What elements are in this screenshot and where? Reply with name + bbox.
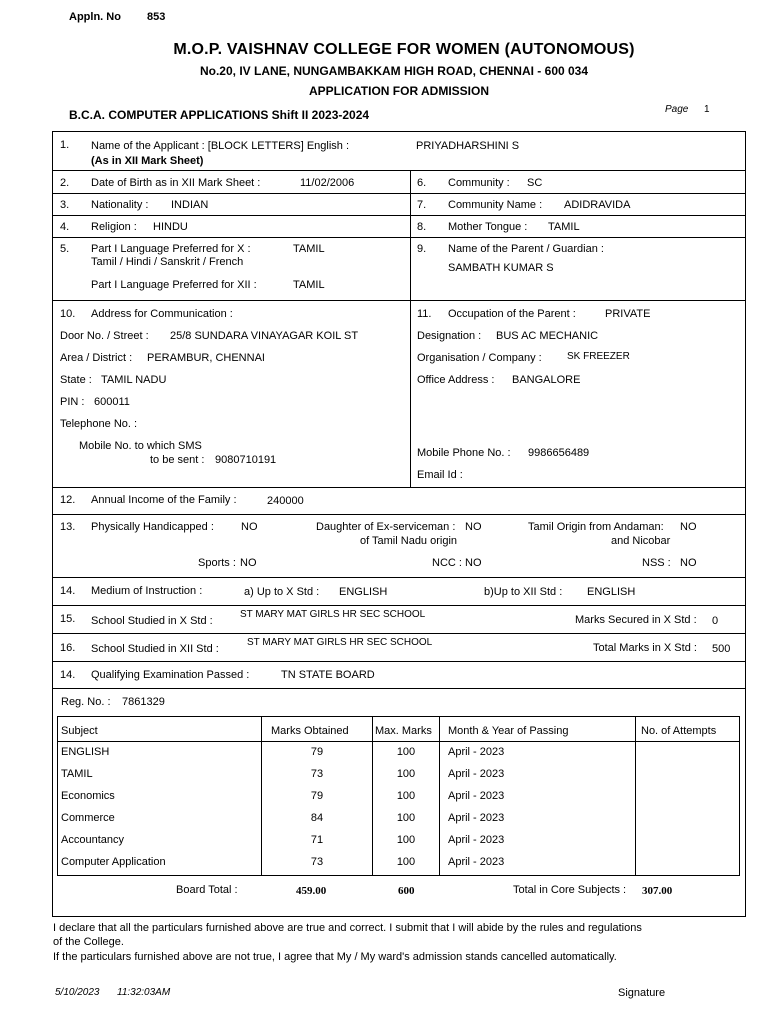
row-month-year: April - 2023 bbox=[448, 834, 505, 846]
declaration-line-1: I declare that all the particulars furnished above are true and correct. I submit that I will abide by the rules and regulations bbox=[53, 922, 642, 934]
row-marks-obtained: 73 bbox=[310, 856, 324, 868]
item-number: 12. bbox=[60, 494, 76, 506]
sports-label: Sports : bbox=[198, 557, 236, 569]
row-subject: Computer Application bbox=[61, 856, 166, 868]
andaman-value: NO bbox=[680, 521, 697, 533]
pin-label: PIN : bbox=[60, 396, 85, 408]
pin-value: 600011 bbox=[94, 396, 130, 408]
area-value: PERAMBUR, CHENNAI bbox=[147, 352, 265, 364]
parent-value: SAMBATH KUMAR S bbox=[448, 262, 554, 274]
core-total-value: 307.00 bbox=[642, 885, 673, 897]
door-value: 25/8 SUNDARA VINAYAGAR KOIL ST bbox=[170, 330, 359, 342]
religion-label: Religion : bbox=[91, 221, 137, 233]
lang-options: Tamil / Hindi / Sanskrit / French bbox=[91, 256, 244, 268]
dob-label: Date of Birth as in XII Mark Sheet : bbox=[91, 177, 261, 189]
row-month-year: April - 2023 bbox=[448, 790, 505, 802]
row-month-year: April - 2023 bbox=[448, 856, 505, 868]
school-xii-label: School Studied in XII Std : bbox=[91, 643, 219, 655]
header-month-year: Month & Year of Passing bbox=[448, 725, 569, 737]
item-number: 16. bbox=[60, 642, 76, 654]
college-name: M.O.P. VAISHNAV COLLEGE FOR WOMEN (AUTONOMOUS) bbox=[173, 41, 635, 58]
footer-date: 5/10/2023 bbox=[55, 987, 100, 998]
reg-value: 7861329 bbox=[122, 696, 165, 708]
row-marks-obtained: 84 bbox=[310, 812, 324, 824]
door-label: Door No. / Street : bbox=[60, 330, 149, 342]
org-value: SK FREEZER bbox=[567, 351, 630, 362]
page-label: Page bbox=[665, 104, 689, 115]
row-subject: Economics bbox=[61, 790, 115, 802]
row-month-year: April - 2023 bbox=[448, 812, 505, 824]
lang-xii-value: TAMIL bbox=[293, 279, 325, 291]
header-subject: Subject bbox=[61, 725, 98, 737]
school-xii-value: ST MARY MAT GIRLS HR SEC SCHOOL bbox=[247, 637, 433, 648]
marks-x-value: 0 bbox=[712, 615, 719, 627]
nss-value: NO bbox=[680, 557, 697, 569]
ph-value: NO bbox=[241, 521, 258, 533]
mother-tongue-label: Mother Tongue : bbox=[448, 221, 528, 233]
college-address: No.20, IV LANE, NUNGAMBAKKAM HIGH ROAD, CHENNAI - 600 034 bbox=[199, 64, 589, 78]
ex-serviceman-label: Daughter of Ex-serviceman : bbox=[316, 521, 456, 533]
medium-x-label: a) Up to X Std : bbox=[244, 586, 320, 598]
row-subject: Commerce bbox=[61, 812, 115, 824]
row-subject: TAMIL bbox=[61, 768, 93, 780]
row-subject: ENGLISH bbox=[61, 746, 110, 758]
ex-serviceman-label-2: of Tamil Nadu origin bbox=[360, 535, 458, 547]
total-x-value: 500 bbox=[712, 643, 731, 655]
sms-label-2: to be sent : bbox=[150, 454, 205, 466]
medium-label: Medium of Instruction : bbox=[91, 585, 203, 597]
qualifying-value: TN STATE BOARD bbox=[281, 669, 375, 681]
school-x-value: ST MARY MAT GIRLS HR SEC SCHOOL bbox=[240, 609, 426, 620]
andaman-label-2: and Nicobar bbox=[611, 535, 671, 547]
row-max-marks: 100 bbox=[396, 834, 416, 846]
header-marks-obtained: Marks Obtained bbox=[271, 725, 349, 737]
designation-value: BUS AC MECHANIC bbox=[496, 330, 599, 342]
community-name-value: ADIDRAVIDA bbox=[564, 199, 631, 211]
row-month-year: April - 2023 bbox=[448, 768, 505, 780]
board-max-value: 600 bbox=[398, 885, 415, 897]
medium-xii-value: ENGLISH bbox=[587, 586, 636, 598]
row-max-marks: 100 bbox=[396, 812, 416, 824]
marks-x-label: Marks Secured in X Std : bbox=[575, 614, 697, 626]
income-label: Annual Income of the Family : bbox=[91, 494, 237, 506]
row-marks-obtained: 71 bbox=[310, 834, 324, 846]
telephone-label: Telephone No. : bbox=[60, 418, 138, 430]
item-number: 9. bbox=[417, 243, 427, 255]
row-max-marks: 100 bbox=[396, 746, 416, 758]
ph-label: Physically Handicapped : bbox=[91, 521, 214, 533]
page-number: 1 bbox=[704, 104, 710, 115]
item-number: 8. bbox=[417, 221, 427, 233]
item-number: 3. bbox=[60, 199, 70, 211]
office-value: BANGALORE bbox=[512, 374, 581, 386]
declaration-line-2: of the College. bbox=[53, 936, 124, 948]
income-value: 240000 bbox=[267, 495, 304, 507]
community-value: SC bbox=[527, 177, 543, 189]
sms-label-1: Mobile No. to which SMS bbox=[79, 440, 202, 452]
row-month-year: April - 2023 bbox=[448, 746, 505, 758]
nationality-label: Nationality : bbox=[91, 199, 149, 211]
item-number: 14. bbox=[60, 585, 76, 597]
row-marks-obtained: 79 bbox=[310, 790, 324, 802]
org-label: Organisation / Company : bbox=[417, 352, 542, 364]
email-label: Email Id : bbox=[417, 469, 463, 481]
row-subject: Accountancy bbox=[61, 834, 124, 846]
item-number: 2. bbox=[60, 177, 70, 189]
office-label: Office Address : bbox=[417, 374, 495, 386]
row-marks-obtained: 73 bbox=[310, 768, 324, 780]
item-number: 13. bbox=[60, 521, 76, 533]
item-number: 15. bbox=[60, 613, 76, 625]
ex-serviceman-value: NO bbox=[465, 521, 482, 533]
name-label: Name of the Applicant : [BLOCK LETTERS] English : bbox=[91, 140, 350, 152]
footer-time: 11:32:03AM bbox=[117, 987, 171, 998]
lang-xii-label: Part I Language Preferred for XII : bbox=[91, 279, 257, 291]
item-number: 6. bbox=[417, 177, 427, 189]
mobile-value: 9986656489 bbox=[528, 447, 590, 459]
medium-xii-label: b)Up to XII Std : bbox=[484, 586, 563, 598]
occupation-label: Occupation of the Parent : bbox=[448, 308, 576, 320]
dob-value: 11/02/2006 bbox=[300, 177, 355, 189]
nationality-value: INDIAN bbox=[171, 199, 209, 211]
applicant-name: PRIYADHARSHINI S bbox=[416, 140, 520, 152]
item-number: 4. bbox=[60, 221, 70, 233]
ncc-label: NCC : bbox=[432, 557, 462, 569]
item-number: 7. bbox=[417, 199, 427, 211]
community-name-label: Community Name : bbox=[448, 199, 543, 211]
reg-label: Reg. No. : bbox=[61, 696, 111, 708]
item-number: 14. bbox=[60, 669, 76, 681]
item-number: 5. bbox=[60, 243, 70, 255]
appl-no: 853 bbox=[147, 11, 166, 23]
community-label: Community : bbox=[448, 177, 510, 189]
board-total-value: 459.00 bbox=[296, 885, 327, 897]
address-title: Address for Communication : bbox=[91, 308, 233, 320]
ncc-value: NO bbox=[465, 557, 482, 569]
name-note: (As in XII Mark Sheet) bbox=[91, 155, 204, 167]
sms-value: 9080710191 bbox=[215, 454, 277, 466]
row-max-marks: 100 bbox=[396, 790, 416, 802]
mother-tongue-value: TAMIL bbox=[548, 221, 580, 233]
course-title: B.C.A. COMPUTER APPLICATIONS Shift II 2023-2024 bbox=[69, 108, 370, 122]
form-title: APPLICATION FOR ADMISSION bbox=[309, 84, 489, 98]
appl-no-label: Appln. No bbox=[69, 11, 121, 23]
total-x-label: Total Marks in X Std : bbox=[593, 642, 697, 654]
qualifying-label: Qualifying Examination Passed : bbox=[91, 669, 250, 681]
header-max-marks: Max. Marks bbox=[375, 725, 432, 737]
medium-x-value: ENGLISH bbox=[339, 586, 388, 598]
item-number: 1. bbox=[60, 139, 70, 151]
row-marks-obtained: 79 bbox=[310, 746, 324, 758]
religion-value: HINDU bbox=[153, 221, 188, 233]
declaration-line-3: If the particulars furnished above are not true, I agree that My / My ward's admission stands cancelled automatically. bbox=[53, 951, 617, 963]
andaman-label: Tamil Origin from Andaman: bbox=[528, 521, 664, 533]
sports-value: NO bbox=[240, 557, 257, 569]
area-label: Area / District : bbox=[60, 352, 133, 364]
nss-label: NSS : bbox=[642, 557, 671, 569]
item-number: 11. bbox=[417, 308, 432, 320]
mobile-label: Mobile Phone No. : bbox=[417, 447, 511, 459]
row-max-marks: 100 bbox=[396, 768, 416, 780]
lang-x-label: Part I Language Preferred for X : bbox=[91, 243, 251, 255]
board-total-label: Board Total : bbox=[176, 884, 238, 896]
row-max-marks: 100 bbox=[396, 856, 416, 868]
occupation-value: PRIVATE bbox=[605, 308, 651, 320]
state-label: State : bbox=[60, 374, 92, 386]
parent-label: Name of the Parent / Guardian : bbox=[448, 243, 604, 255]
core-total-label: Total in Core Subjects : bbox=[513, 884, 627, 896]
signature-label: Signature bbox=[618, 987, 666, 999]
lang-x-value: TAMIL bbox=[293, 243, 325, 255]
header-attempts: No. of Attempts bbox=[641, 725, 717, 737]
designation-label: Designation : bbox=[417, 330, 482, 342]
item-number: 10. bbox=[60, 308, 76, 320]
state-value: TAMIL NADU bbox=[101, 374, 167, 386]
school-x-label: School Studied in X Std : bbox=[91, 615, 213, 627]
